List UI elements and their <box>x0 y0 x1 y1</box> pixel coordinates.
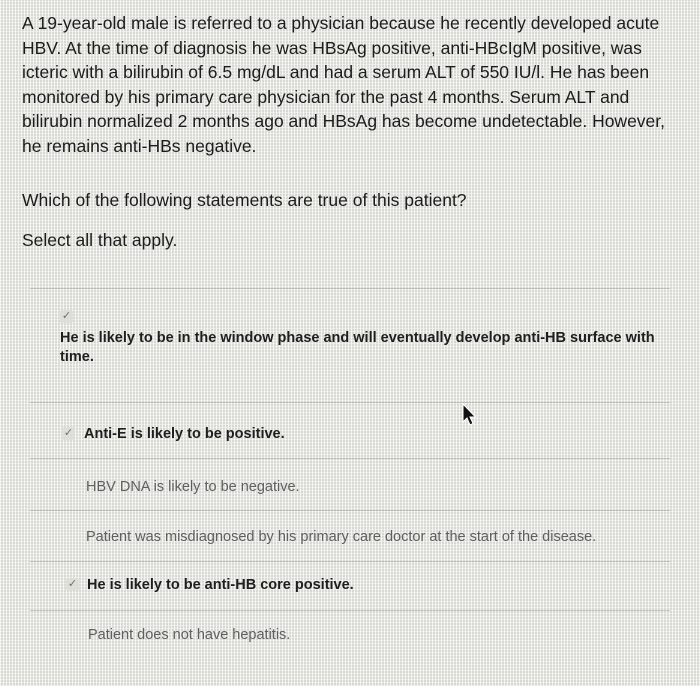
cursor-icon <box>461 403 477 427</box>
answer-option-label: Anti-E is likely to be positive. <box>84 426 285 442</box>
answer-option-label: Patient was misdiagnosed by his primary care doctor at the start of the disease. <box>86 529 597 545</box>
check-icon[interactable]: ✓ <box>61 310 72 322</box>
answer-option-misdiagnosed[interactable] <box>86 528 666 547</box>
answer-option-window-phase[interactable] <box>60 308 660 367</box>
answer-option-hbv-dna[interactable] <box>86 478 646 497</box>
answer-option-label: Patient does not have hepatitis. <box>88 627 291 643</box>
divider <box>30 610 670 611</box>
question-stem: A 19-year-old male is referred to a physician because he recently developed acute HBV. At the time of diagnosis he was HBsAg positive, anti-HBcIgM positive, was icteric with a bilirubin of 6.5 mg/dL and had a serum ALT of 550 IU/l. He has been monitored by his primary care physician for the past 4 months. Serum ALT and bilirubin normalized 2 months ago and HBsAg has become undetectable. However, he remains anti-HBs negative. <box>22 13 666 156</box>
divider <box>30 510 670 511</box>
divider <box>30 458 670 459</box>
check-icon[interactable]: ✓ <box>67 578 78 590</box>
answer-option-label: He is likely to be anti-HB core positive. <box>87 577 354 593</box>
check-icon[interactable]: ✓ <box>63 427 74 439</box>
answer-option-anti-e[interactable] <box>62 425 622 444</box>
answer-option-label: HBV DNA is likely to be negative. <box>86 479 300 495</box>
divider <box>30 561 670 562</box>
answer-option-label: He is likely to be in the window phase and will eventually develop anti-HB surface with time. <box>60 330 655 365</box>
select-all-instruction: Select all that apply. <box>22 230 178 250</box>
answer-option-anti-hb-core[interactable] <box>66 576 626 595</box>
question-prompt: Which of the following statements are true of this patient? <box>22 190 467 210</box>
divider <box>30 288 670 289</box>
divider <box>30 402 670 403</box>
answer-option-no-hepatitis[interactable] <box>88 626 648 645</box>
